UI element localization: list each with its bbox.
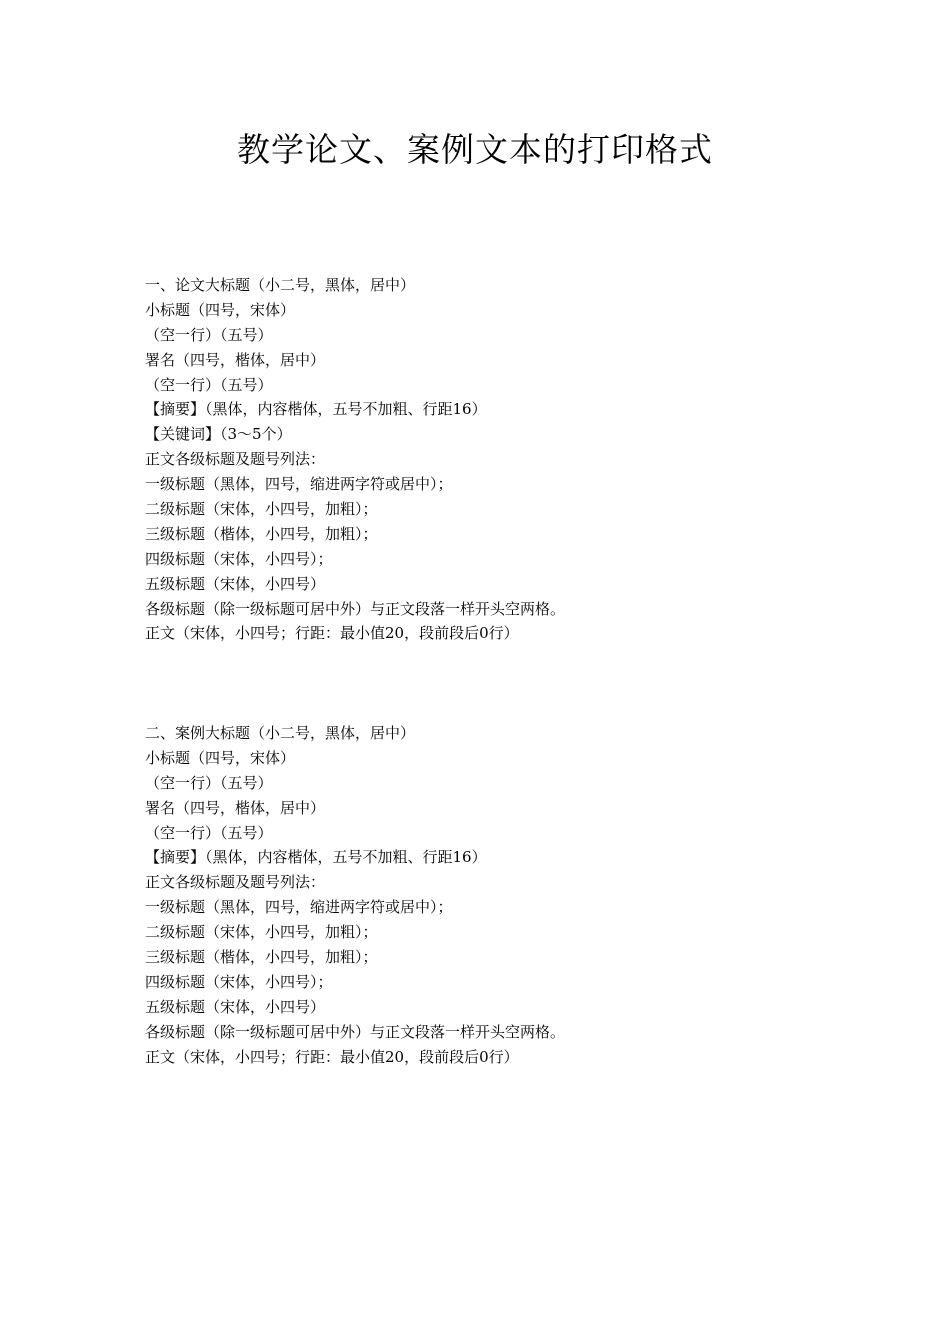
case-heading-level-5-rule: 五级标题（宋体，小四号） <box>145 997 326 1016</box>
paper-blank-line-rule: （空一行）（五号） <box>145 375 273 394</box>
paper-heading-level-4-rule: 四级标题（宋体，小四号）； <box>145 549 333 568</box>
case-body-text-rule: 正文（宋体，小四号；行距：最小值20，段前段后0行） <box>145 1047 519 1066</box>
case-heading-level-3-rule: 三级标题（楷体，小四号，加粗）； <box>145 948 378 967</box>
paper-main-title-rule: 一、论文大标题（小二号，黑体，居中） <box>145 276 416 294</box>
paper-keywords-rule: 【关键词】（3～5个） <box>145 425 292 444</box>
section-paper-format <box>145 273 845 646</box>
case-blank-line-rule: （空一行）（五号） <box>145 823 273 842</box>
paper-heading-level-1-rule: 一级标题（黑体，四号，缩进两字符或居中）； <box>145 475 453 494</box>
section-case-format <box>145 721 845 1069</box>
case-blank-line-rule: （空一行）（五号） <box>145 773 273 792</box>
paper-signature-rule: 署名（四号，楷体，居中） <box>145 350 326 369</box>
case-heading-level-2-rule: 二级标题（宋体，小四号，加粗）； <box>145 923 378 942</box>
paper-indent-rule: 各级标题（除一级标题可居中外）与正文段落一样开头空两格。 <box>145 599 566 618</box>
case-subtitle-rule: 小标题（四号，宋体） <box>145 748 296 767</box>
case-indent-rule: 各级标题（除一级标题可居中外）与正文段落一样开头空两格。 <box>145 1022 566 1041</box>
paper-heading-level-2-rule: 二级标题（宋体，小四号，加粗）； <box>145 500 378 519</box>
paper-heading-levels-intro: 正文各级标题及题号列法： <box>145 450 326 469</box>
paper-subtitle-rule: 小标题（四号，宋体） <box>145 300 296 319</box>
case-heading-level-4-rule: 四级标题（宋体，小四号）； <box>145 972 333 991</box>
case-signature-rule: 署名（四号，楷体，居中） <box>145 798 326 817</box>
case-heading-level-1-rule: 一级标题（黑体，四号，缩进两字符或居中）； <box>145 898 453 917</box>
paper-body-text-rule: 正文（宋体，小四号；行距：最小值20，段前段后0行） <box>145 624 519 643</box>
document-title: 教学论文、案例文本的打印格式 <box>237 130 713 169</box>
paper-heading-level-3-rule: 三级标题（楷体，小四号，加粗）； <box>145 524 378 543</box>
paper-abstract-rule: 【摘要】（黑体，内容楷体，五号不加粗、行距16） <box>145 400 487 419</box>
paper-blank-line-rule: （空一行）（五号） <box>145 325 273 344</box>
case-heading-levels-intro: 正文各级标题及题号列法： <box>145 873 326 892</box>
case-abstract-rule: 【摘要】（黑体，内容楷体，五号不加粗、行距16） <box>145 848 487 867</box>
case-main-title-rule: 二、案例大标题（小二号，黑体，居中） <box>145 724 416 742</box>
paper-heading-level-5-rule: 五级标题（宋体，小四号） <box>145 574 326 593</box>
